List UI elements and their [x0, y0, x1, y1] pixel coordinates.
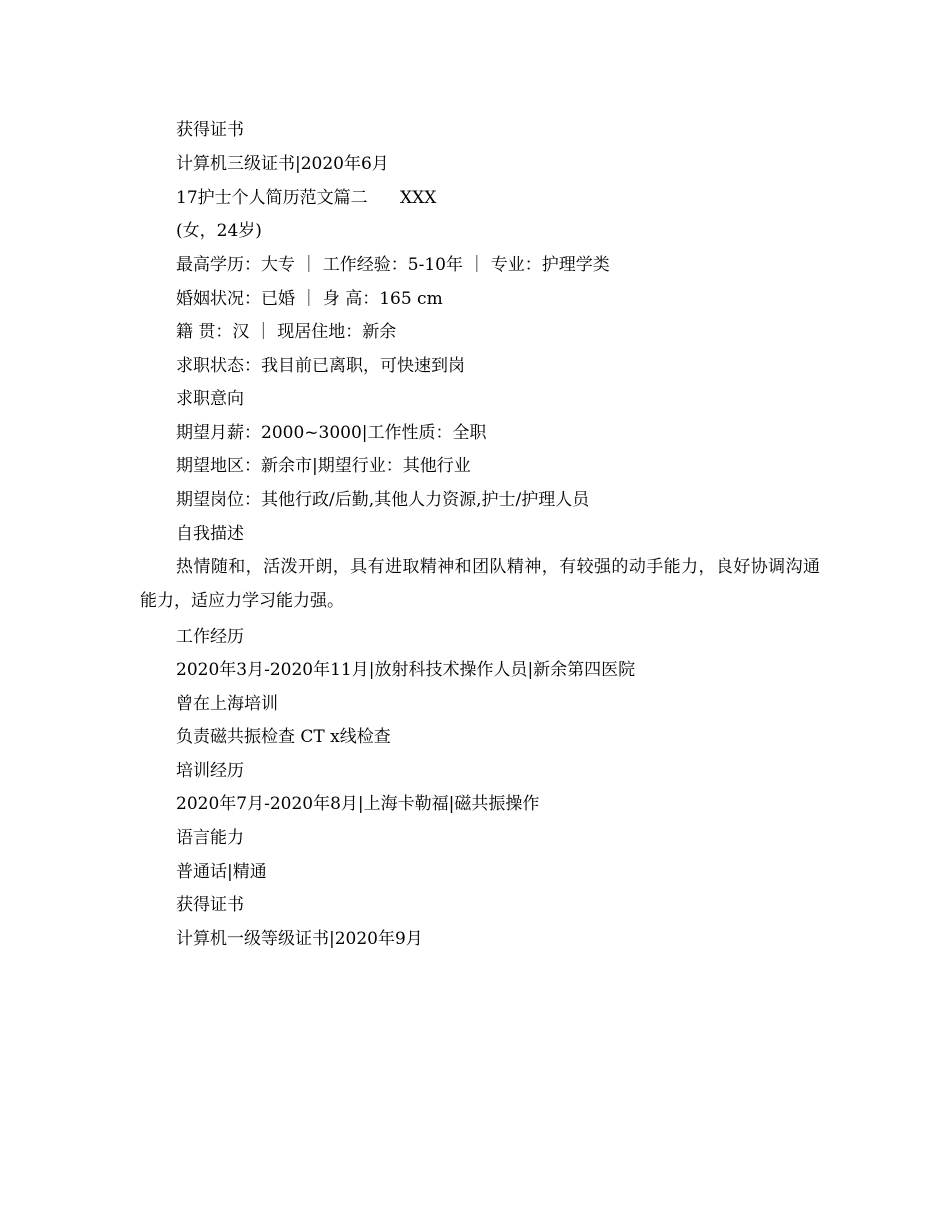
expected-salary: 期望月薪：2000~3000|工作性质：全职: [176, 423, 487, 443]
section-heading-job-intention: 求职意向: [176, 389, 244, 409]
section-heading-self-description: 自我描述: [176, 524, 244, 544]
section-heading-language: 语言能力: [176, 828, 244, 848]
origin-residence: 籍 贯：汉 ｜ 现居住地：新余: [176, 322, 397, 342]
education-experience-major: 最高学历：大专 ｜ 工作经验：5-10年 ｜ 专业：护理学类: [176, 255, 610, 275]
section-heading-certificates-2: 获得证书: [176, 895, 244, 915]
training-entry: 2020年7月-2020年8月|上海卡勒福|磁共振操作: [176, 794, 540, 814]
section-heading-training: 培训经历: [176, 761, 244, 781]
gender-age: (女，24岁): [176, 221, 262, 241]
section-heading-work-experience: 工作经历: [176, 627, 244, 647]
resume-title: 17护士个人简历范文篇二 XXX: [176, 188, 437, 208]
work-experience-entry: 2020年3月-2020年11月|放射科技术操作人员|新余第四医院: [176, 660, 636, 680]
certificate-entry-2: 计算机一级等级证书|2020年9月: [176, 929, 423, 949]
expected-position: 期望岗位：其他行政/后勤,其他人力资源,护士/护理人员: [176, 490, 590, 510]
work-detail-duties: 负责磁共振检查 CT x线检查: [176, 727, 391, 747]
expected-region: 期望地区：新余市|期望行业：其他行业: [176, 456, 471, 476]
work-detail-training: 曾在上海培训: [176, 694, 278, 714]
marital-height: 婚姻状况：已婚 ｜ 身 高：165 cm: [176, 289, 443, 309]
section-heading-certificates: 获得证书: [176, 120, 244, 140]
self-description-paragraph: 热情随和，活泼开朗，具有进取精神和团队精神，有较强的动手能力，良好协调沟通能力，适应力学习能力强。: [140, 557, 820, 611]
job-status: 求职状态：我目前已离职，可快速到岗: [176, 356, 465, 376]
language-entry: 普通话|精通: [176, 862, 267, 882]
certificate-entry: 计算机三级证书|2020年6月: [176, 154, 389, 174]
